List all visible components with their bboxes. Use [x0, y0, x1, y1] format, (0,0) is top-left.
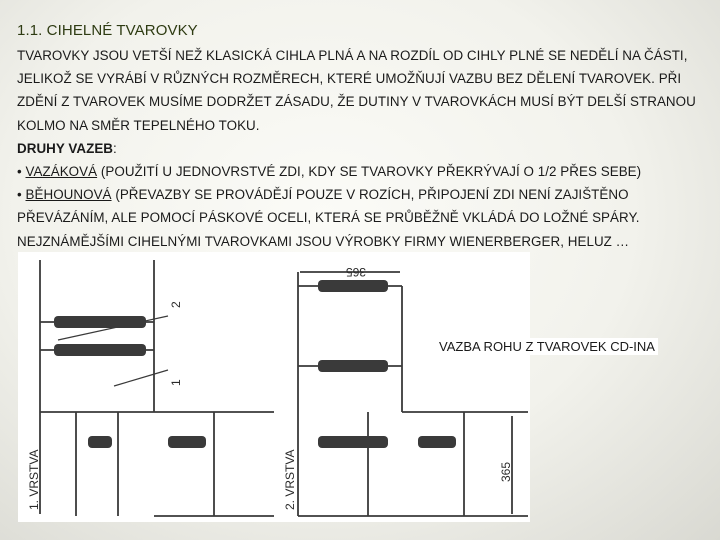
layer1-label: 1. VRSTVA [27, 449, 41, 510]
layer1-block-core [54, 344, 146, 356]
types-heading: DRUHY VAZEB [17, 140, 114, 156]
layer1-block-core [168, 436, 206, 448]
dimension-label-top: 365 [345, 265, 367, 279]
bullet-term-vazakova: VAZÁKOVÁ [25, 164, 98, 180]
drawing-svg [18, 252, 530, 522]
bullet-text-vazakova: (POUŽITÍ U JEDNOVRSTVÉ ZDI, KDY SE TVAROVKY PŘEKRÝVAJÍ O 1/2 PŘES SEBE) [97, 164, 642, 180]
bullet-term-behounova: BĚHOUNOVÁ [25, 187, 112, 203]
layer2-block-core [318, 360, 388, 372]
bullet-text-behounova: (PŘEVAZBY SE PROVÁDĚJÍ POUZE V ROZÍCH, PŘIPOJENÍ ZDI NENÍ ZAJIŠTĚNO PŘEVÁZÁNÍM, ALE POMOCÍ PÁSKOVÉ OCELI, KTERÁ SE PRŮBĚŽNĚ VKLÁDÁ DO LOŽNÉ SPÁRY. [17, 187, 640, 226]
marker1-leader [114, 370, 168, 386]
marker2-label: 2 [169, 301, 183, 308]
marker1-label: 1 [169, 379, 183, 386]
layer2-block-core [318, 280, 388, 292]
bullet-item-vazakova: • VAZÁKOVÁ (POUŽITÍ U JEDNOVRSTVÉ ZDI, KDY SE TVAROVKY PŘEKRÝVAJÍ O 1/2 PŘES SEBE) [17, 164, 642, 180]
layer2-block-core [418, 436, 456, 448]
layer2-label: 2. VRSTVA [283, 449, 297, 510]
figure-caption: VAZBA ROHU Z TVAROVEK CD-INA [436, 338, 658, 355]
layer1-block-core [88, 436, 112, 448]
layer2-block-core [318, 436, 388, 448]
intro-paragraph: TVAROVKY JSOU VETŠÍ NEŽ KLASICKÁ CIHLA PLNÁ A NA ROZDÍL OD CIHLY PLNÉ SE NEDĚLÍ NA ČÁSTI, JELIKOŽ SE VYRÁBÍ V RŮZNÝCH ROZMĚRECH, KTERÉ UMOŽŇUJÍ VAZBU BEZ DĚLENÍ TVAROVEK. PŘI ZDĚNÍ Z TVAROVEK MUSÍME DODRŽET ZÁSADU, ŽE DUTINY V TVAROVKÁCH MUSÍ BÝT DELŠÍ STRANOU KOLMO NA SMĚR TEPELNÉHO TOKU. [17, 48, 696, 133]
closing-paragraph: NEJZNÁMĚJŠÍMI CIHELNÝMI TVAROVKAMI JSOU VÝROBKY FIRMY WIENERBERGER, HELUZ … [17, 233, 630, 249]
bullet-item-behounova: • BĚHOUNOVÁ (PŘEVAZBY SE PROVÁDĚJÍ POUZE V ROZÍCH, PŘIPOJENÍ ZDI NENÍ ZAJIŠTĚNO PŘEVÁZÁNÍM, ALE POMOCÍ PÁSKOVÉ OCELI, KTERÁ SE PRŮBĚŽNĚ VKLÁDÁ DO LOŽNÉ SPÁRY. [17, 187, 640, 226]
slide-body [17, 44, 707, 253]
layer1-block-core [54, 316, 146, 328]
slide-title: 1.1. CIHELNÉ TVAROVKY [17, 22, 198, 39]
corner-bond-drawing [18, 252, 530, 522]
types-heading-colon: : [113, 140, 117, 156]
types-heading-line [17, 137, 707, 160]
dimension-label-side: 365 [499, 461, 513, 482]
